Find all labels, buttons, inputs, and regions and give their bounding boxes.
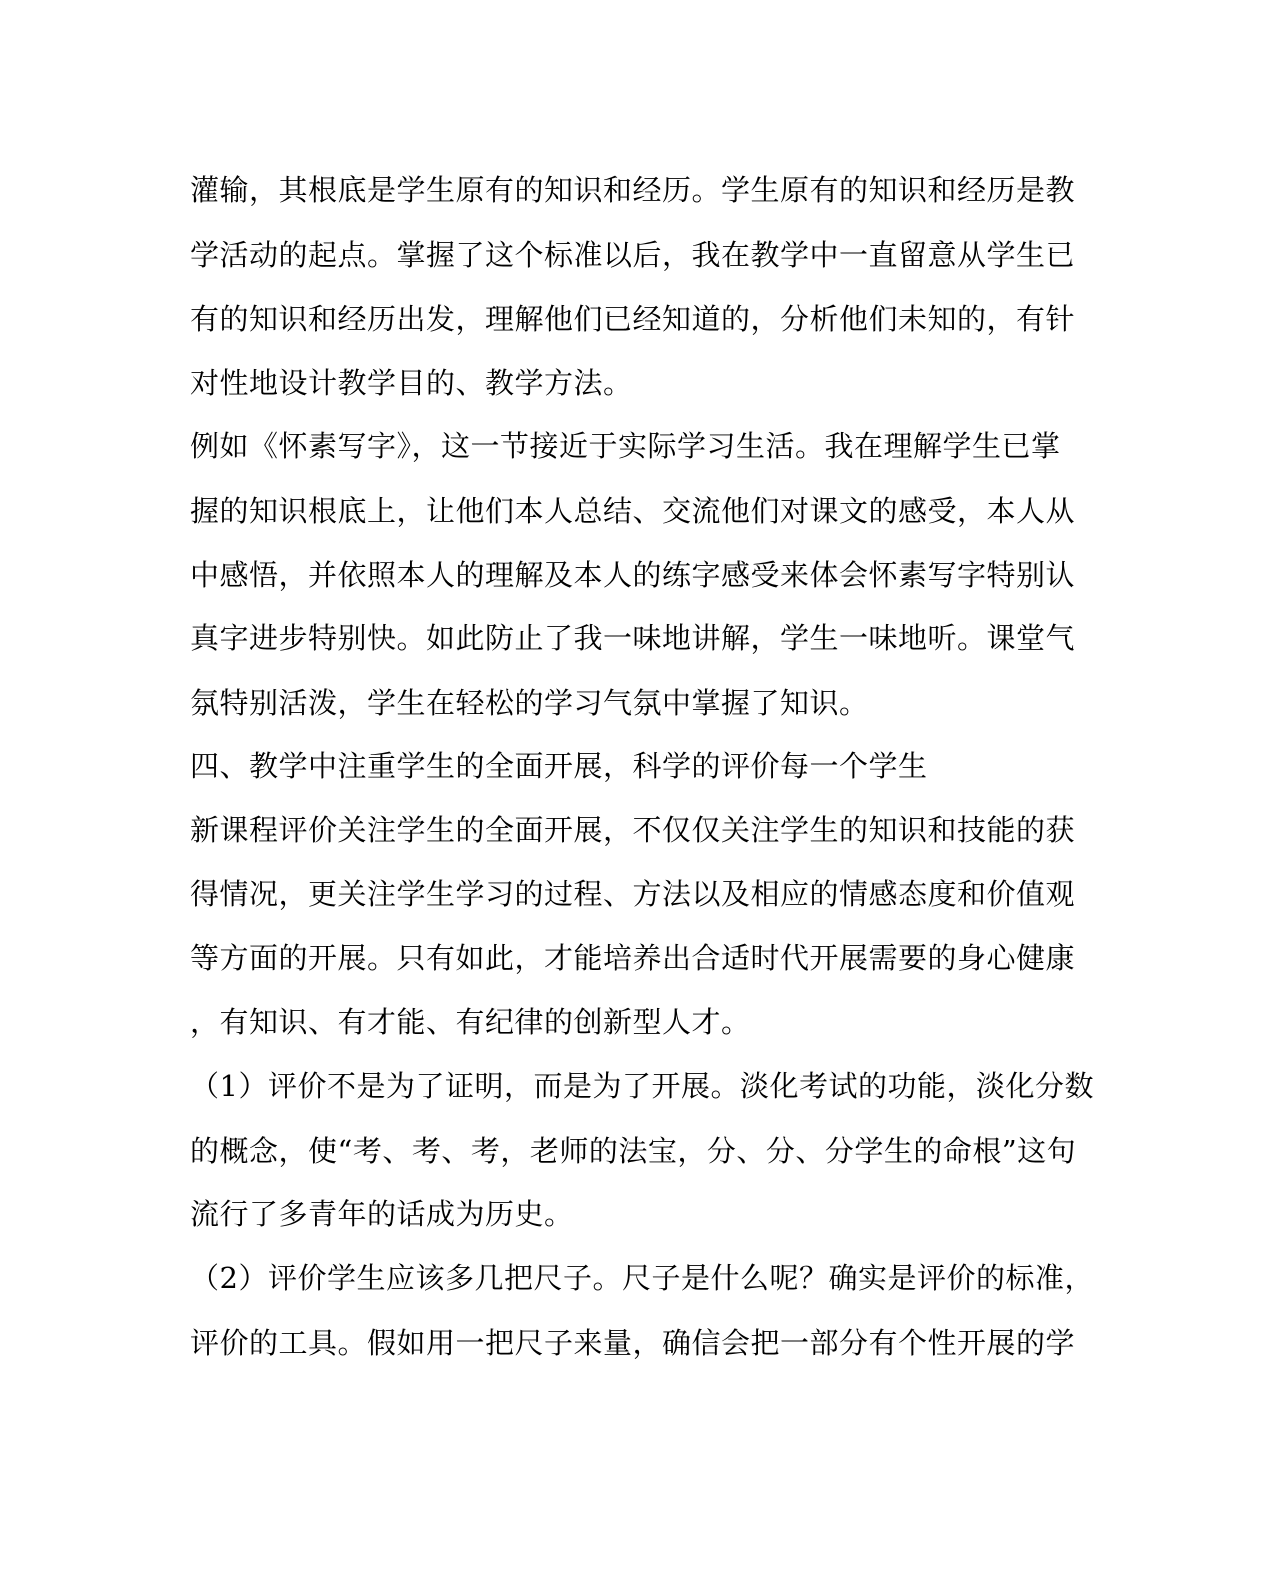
text-line: 的概念，使“考、考、考，老师的法宝，分、分、分学生的命根”这句 <box>190 1134 1077 1168</box>
text-line: 真字进步特别快。如此防止了我一味地讲解，学生一味地听。课堂气 <box>190 621 1076 655</box>
text-line: 握的知识根底上，让他们本人总结、交流他们对课文的感受，本人从 <box>190 494 1076 528</box>
text-line: 流行了多青年的话成为历史。 <box>190 1197 574 1231</box>
text-line: 中感悟，并依照本人的理解及本人的练字感受来体会怀素写字特别认 <box>190 558 1076 592</box>
text-line: 等方面的开展。只有如此，才能培养出合适时代开展需要的身心健康 <box>190 941 1076 975</box>
text-line: （1）评价不是为了证明，而是为了开展。淡化考试的功能，淡化分数 <box>190 1069 1094 1103</box>
text-line: 例如《怀素写字》，这一节接近于实际学习生活。我在理解学生已掌 <box>190 429 1061 463</box>
text-line: ，有知识、有才能、有纪律的创新型人才。 <box>190 1005 751 1039</box>
section-heading: 四、教学中注重学生的全面开展，科学的评价每一个学生 <box>190 749 928 783</box>
text-line: 有的知识和经历出发，理解他们已经知道的，分析他们未知的，有针 <box>190 302 1076 336</box>
text-line: 新课程评价关注学生的全面开展，不仅仅关注学生的知识和技能的获 <box>190 813 1076 847</box>
text-line: 灌输，其根底是学生原有的知识和经历。学生原有的知识和经历是教 <box>190 173 1076 207</box>
text-line: 得情况，更关注学生学习的过程、方法以及相应的情感态度和价值观 <box>190 877 1076 911</box>
text-line: 学活动的起点。掌握了这个标准以后，我在教学中一直留意从学生已 <box>190 238 1076 272</box>
text-line: 对性地设计教学目的、教学方法。 <box>190 366 633 400</box>
text-line: （2）评价学生应该多几把尺子。尺子是什么呢？确实是评价的标准， <box>190 1261 1094 1295</box>
text-line: 评价的工具。假如用一把尺子来量，确信会把一部分有个性开展的学 <box>190 1326 1076 1360</box>
text-line: 氛特别活泼，学生在轻松的学习气氛中掌握了知识。 <box>190 686 869 720</box>
